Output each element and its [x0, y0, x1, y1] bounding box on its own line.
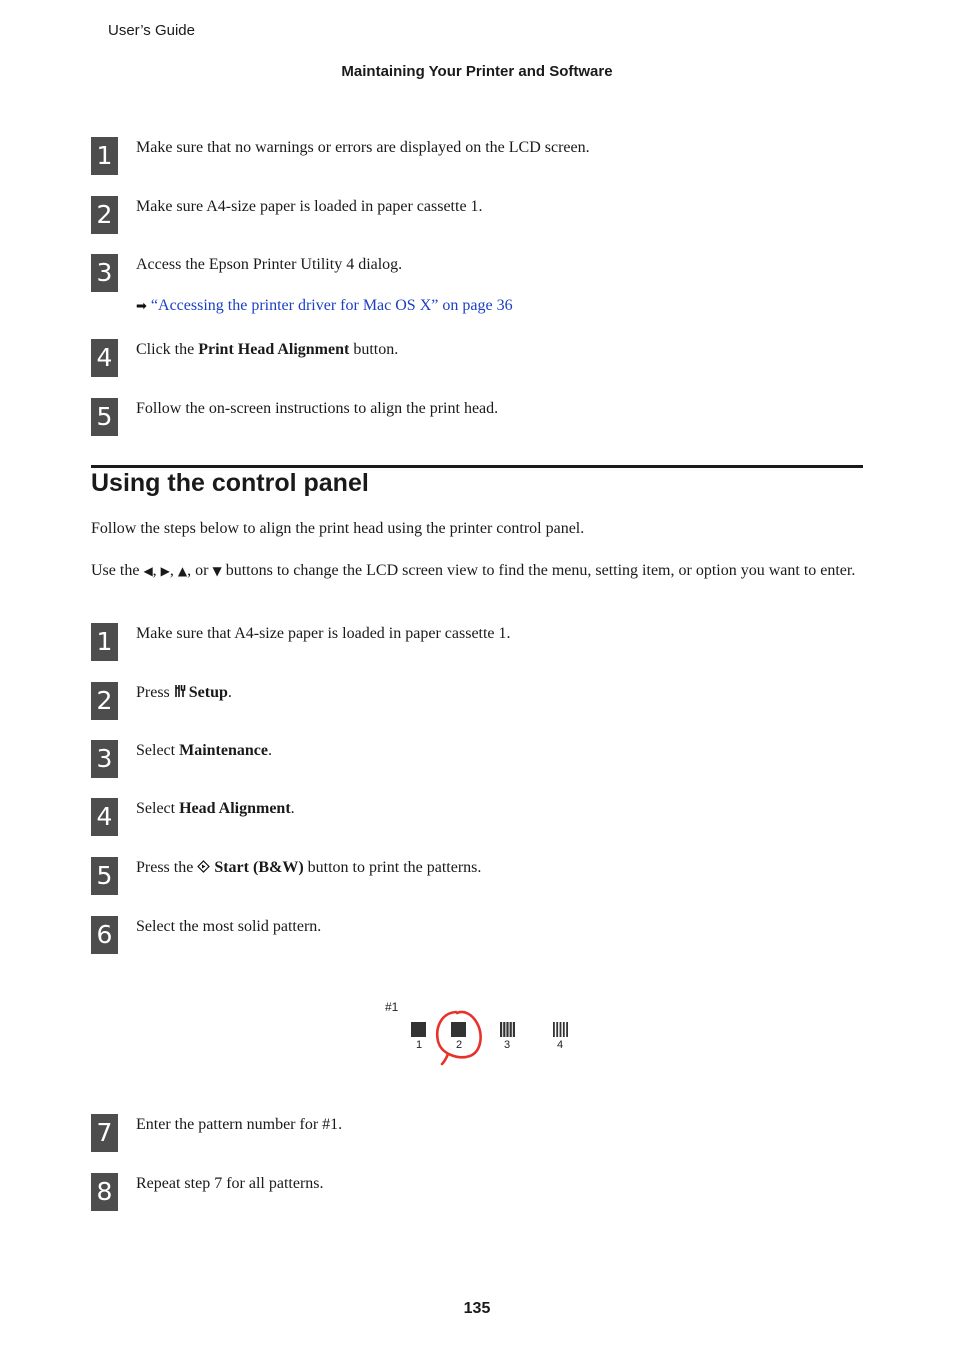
- step-text: Make sure that A4-size paper is loaded in paper cassette 1.: [136, 625, 511, 642]
- step-text-post: button.: [349, 341, 399, 358]
- step-a2: [91, 196, 871, 236]
- cross-reference: [136, 297, 513, 315]
- start-diamond-icon: [197, 860, 210, 878]
- pattern-block-1: [411, 1022, 426, 1037]
- section-intro: Follow the steps below to align the print head using the printer control panel.: [91, 520, 585, 537]
- left-arrow-icon: ◀: [143, 564, 153, 578]
- pattern-number-2: 2: [455, 1039, 463, 1051]
- step-a5: [91, 398, 871, 438]
- step-number-badge: 6: [91, 916, 118, 954]
- step-number-badge: 5: [91, 398, 118, 436]
- selection-circle: [437, 1012, 480, 1064]
- step-b8: [91, 1173, 871, 1213]
- pattern-block-4: [553, 1022, 568, 1037]
- step-b4: [91, 798, 871, 838]
- step-text-post: .: [267, 742, 272, 759]
- step-a1: [91, 137, 871, 177]
- step-b6: [91, 916, 871, 956]
- step-text-pre: Click the: [136, 341, 199, 358]
- step-text: [136, 341, 398, 359]
- right-arrow-icon: ▶: [160, 564, 170, 578]
- section-title: Using the control panel: [91, 469, 369, 497]
- step-text-bold: Setup: [188, 684, 228, 701]
- separator: , or: [187, 562, 213, 579]
- step-text: Access the Epson Printer Utility 4 dialog.: [136, 256, 403, 273]
- step-number-badge: 5: [91, 857, 118, 895]
- buttons-text-pre: Use the: [91, 562, 144, 579]
- step-text: [136, 859, 481, 878]
- step-text-pre: Press: [136, 684, 174, 701]
- step-number-badge: 2: [91, 196, 118, 234]
- cross-reference-link[interactable]: “Accessing the printer driver for Mac OS X” on page 36: [150, 297, 513, 314]
- arrow-right-icon: ➡: [136, 299, 147, 314]
- pattern-block-2: [451, 1022, 466, 1037]
- alignment-pattern-figure: [378, 996, 578, 1076]
- step-number-badge: 8: [91, 1173, 118, 1211]
- step-text: Make sure that no warnings or errors are displayed on the LCD screen.: [136, 139, 590, 156]
- step-text-post: .: [290, 800, 295, 817]
- step-text-post: .: [227, 684, 232, 701]
- up-arrow-icon: ▲: [177, 564, 188, 578]
- pattern-group-label: #1: [385, 1000, 399, 1014]
- step-text-bold: Start (B&W): [214, 859, 304, 876]
- down-arrow-icon: ▼: [212, 564, 222, 578]
- pattern-number-1: 1: [415, 1039, 423, 1051]
- step-text-bold: Head Alignment: [179, 800, 291, 817]
- step-text: Enter the pattern number for #1.: [136, 1116, 343, 1133]
- setup-icon: [174, 684, 186, 703]
- step-text: [136, 800, 295, 818]
- step-b2: [91, 682, 871, 722]
- step-number-badge: 3: [91, 740, 118, 778]
- step-b5: [91, 857, 871, 897]
- step-b7: [91, 1114, 871, 1154]
- step-number-badge: 1: [91, 137, 118, 175]
- separator: ,: [152, 562, 161, 579]
- step-number-badge: 1: [91, 623, 118, 661]
- step-text-bold: Maintenance: [179, 742, 268, 759]
- step-text: [136, 684, 232, 703]
- step-b1: [91, 623, 871, 663]
- pattern-number-4: 4: [556, 1039, 564, 1051]
- page-number: 135: [463, 1300, 491, 1317]
- step-a4: [91, 339, 871, 379]
- step-text-post: button to print the patterns.: [303, 859, 482, 876]
- step-text: Make sure A4-size paper is loaded in paper cassette 1.: [136, 198, 483, 215]
- pattern-block-3: [500, 1022, 515, 1037]
- step-a3: [91, 254, 871, 294]
- step-number-badge: 2: [91, 682, 118, 720]
- step-number-badge: 7: [91, 1114, 118, 1152]
- step-text: Follow the on-screen instructions to align the print head.: [136, 400, 499, 417]
- step-text-bold: Print Head Alignment: [198, 341, 350, 358]
- step-text-pre: Select: [136, 800, 180, 817]
- separator: ,: [169, 562, 178, 579]
- step-text-pre: Select: [136, 742, 180, 759]
- step-text: [136, 742, 272, 760]
- step-text: Select the most solid pattern.: [136, 918, 322, 935]
- buttons-paragraph: [91, 561, 866, 581]
- step-number-badge: 3: [91, 254, 118, 292]
- step-number-badge: 4: [91, 798, 118, 836]
- section-rule: [91, 465, 863, 468]
- step-text: Repeat step 7 for all patterns.: [136, 1175, 324, 1192]
- pattern-number-3: 3: [503, 1039, 511, 1051]
- running-header-section: Maintaining Your Printer and Software: [341, 63, 613, 80]
- step-b3: [91, 740, 871, 780]
- alignment-pattern-svg: [378, 996, 578, 1076]
- running-header-guide: User’s Guide: [108, 22, 195, 39]
- step-number-badge: 4: [91, 339, 118, 377]
- buttons-text-post: buttons to change the LCD screen view to find the menu, setting item, or option you want to enter.: [221, 562, 856, 579]
- step-text-pre: Press the: [136, 859, 198, 876]
